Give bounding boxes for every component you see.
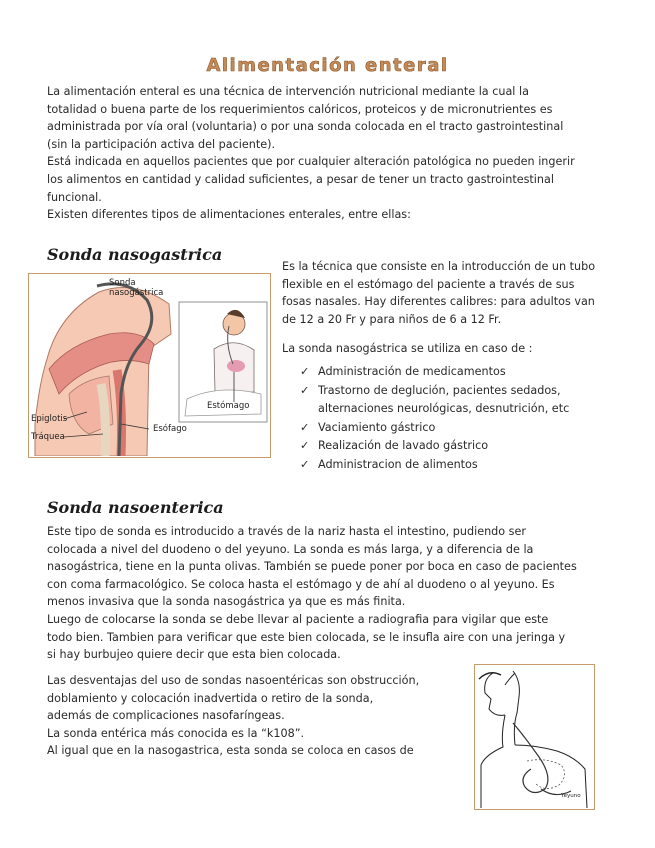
intro-line: administrada por vía oral (voluntaria) o por una sonda colocada en el tracto gastrointestinal [47, 120, 564, 134]
check-icon: ✓ [300, 457, 310, 471]
check-icon: ✓ [300, 365, 310, 378]
check-icon: ✓ [300, 383, 310, 397]
section-heading-nasogastrica: Sonda nasogastrica [47, 245, 223, 264]
paragraph-line: nasogástrica, tiene en la punta olivas. También se puede poner por boca en caso de pacientes [47, 560, 577, 574]
nasoenteric-figure [474, 664, 595, 810]
paragraph-line: Luego de colocarse la sonda se debe llevar al paciente a radiografia para vigilar que este [47, 612, 549, 626]
paragraph-line: Las desventajas del uso de sondas nasoentéricas son obstrucción, [47, 674, 420, 687]
paragraph-line: además de complicaciones nasofaríngeas. [47, 709, 285, 723]
intro-line: (sin la participación activa del paciente). [47, 137, 276, 151]
label-esofago: Esófago [153, 424, 187, 434]
list-item: ✓ Realización de lavado gástrico [300, 437, 569, 456]
list-item-continuation: alternaciones neurológicas, desnutrición, etc [318, 402, 570, 415]
description-line: de 12 a 20 Fr y para niños de 6 a 12 Fr. [282, 312, 502, 326]
label-nasogastrica: nasogástrica [109, 288, 164, 298]
label-epiglotis: Epiglotis [31, 414, 68, 424]
nasoenteric-illustration [475, 665, 593, 808]
paragraph-line: Este tipo de sonda es introducido a través de la nariz hasta el intestino, pudiendo ser [47, 525, 526, 538]
paragraph-line: La sonda entérica más conocida es la “k108”. [47, 726, 305, 740]
nasogastric-figure [28, 273, 271, 458]
intro-line: los alimentos en cantidad y calidad suficientes, a pesar de tener un tracto gastrointestinal [47, 172, 554, 186]
uses-list [300, 363, 569, 474]
list-item: ✓ Administración de medicamentos [300, 363, 569, 382]
paragraph-line: colocada a nivel del duodeno o del yeyuno. La sonda es más larga, y a diferencia de la [47, 542, 534, 556]
check-icon: ✓ [300, 439, 310, 452]
intro-line: funcional. [47, 190, 102, 204]
paragraph-line: Al igual que en la nasogastrica, esta sonda se coloca en casos de [47, 744, 414, 758]
uses-intro: La sonda nasogástrica se utiliza en caso de : [282, 342, 533, 355]
intro-line: Existen diferentes tipos de alimentaciones enterales, entre ellas: [47, 208, 411, 222]
description-line: Es la técnica que consiste en la introducción de un tubo [282, 260, 596, 273]
list-item: ✓ Vaciamiento gástrico [300, 419, 569, 438]
paragraph-line: si hay burbujeo quiere decir que esta bien colocada. [47, 648, 341, 662]
paragraph-line: con coma farmacológico. Se coloca hasta el estómago y de ahí al duodeno o al yeyuno. Es [47, 577, 555, 591]
label-sonda: Sonda [109, 278, 136, 288]
intro-line: totalidad o buena parte de los requerimientos calóricos, proteicos y de micronutrientes es [47, 102, 553, 116]
section-heading-nasoenterica: Sonda nasoenterica [47, 498, 224, 517]
label-traquea: Tráquea [31, 432, 65, 442]
description-line: flexible en el estómago del paciente a través de sus [282, 277, 575, 291]
label-estomago: Estómago [207, 401, 250, 411]
nasogastric-description [282, 258, 617, 328]
page-title: Alimentación enteral [206, 55, 449, 76]
paragraph-line: todo bien. Tambien para verificar que este bien colocada, se le insufla aire con una jeringa y [47, 630, 566, 644]
label-yeyuno: Yeyuno [561, 793, 581, 799]
list-item: ✓ Trastorno de deglución, pacientes sedados, [300, 382, 569, 401]
disadvantages-paragraph [47, 672, 467, 760]
nasoenteric-paragraph [47, 523, 612, 664]
intro-line: Está indicada en aquellos pacientes que por cualquier alteración patológica no pueden ingerir [47, 155, 575, 169]
paragraph-line: doblamiento y colocación inadvertida o retiro de la sonda, [47, 691, 374, 705]
check-icon: ✓ [300, 420, 310, 434]
intro-line: La alimentación enteral es una técnica de intervención nutricional mediante la cual la [47, 85, 529, 98]
description-line: fosas nasales. Hay diferentes calibres: para adultos van [282, 295, 595, 309]
nasogastric-illustration [29, 274, 269, 456]
intro-paragraph [47, 83, 612, 224]
paragraph-line: menos invasiva que la sonda nasogástrica ya que es más finita. [47, 595, 406, 609]
list-item: ✓ Administracion de alimentos [300, 456, 569, 475]
